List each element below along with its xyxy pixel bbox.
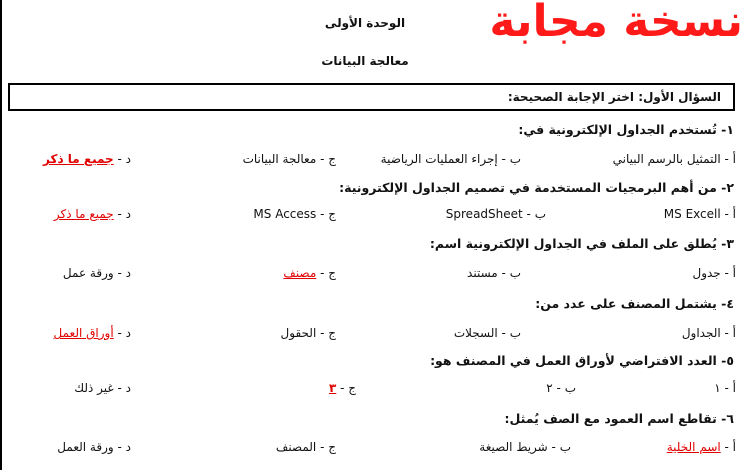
q1-correct-answer: جميع ما ذكر (43, 152, 114, 166)
q5-option-d[interactable]: د - غير ذلك (74, 381, 131, 395)
instruction-text: السؤال الأول: اختر الإجابة الصحيحة: (507, 90, 721, 104)
page-border-left (0, 0, 2, 470)
question-2: ٢- من أهم البرمجيات المستخدمة في تصميم الجداول الإلكترونية: (339, 180, 734, 195)
q6-option-a[interactable]: أ - اسم الخلية (666, 440, 736, 454)
q2-option-c[interactable]: ج - MS Access (253, 207, 336, 221)
question-4: ٤- يشتمل المصنف على عدد من: (535, 296, 734, 311)
q6-correct-answer: اسم الخلية (666, 440, 721, 454)
q6-option-d[interactable]: د - ورقة العمل (57, 440, 131, 454)
q2-correct-answer: جميع ما ذكر (53, 207, 114, 221)
q5-option-c[interactable]: ج - ٣ (328, 381, 356, 395)
q3-correct-answer: مصنف (283, 266, 317, 280)
q3-option-a[interactable]: أ - جدول (692, 266, 736, 280)
q3-option-c[interactable]: ج - مصنف (283, 266, 336, 280)
question-6: ٦- تقاطع اسم العمود مع الصف يُمثل: (504, 411, 734, 426)
q3-option-d[interactable]: د - ورقة عمل (62, 266, 131, 280)
unit-subtitle: معالجة البيانات (321, 54, 409, 68)
q4-correct-answer: أوراق العمل (53, 326, 114, 340)
q5-option-a[interactable]: أ - ١ (714, 381, 736, 395)
q5-correct-answer: ٣ (328, 381, 337, 395)
answered-copy-stamp: نسخة مجابة (489, 0, 743, 47)
q5-option-b[interactable]: ب - ٢ (546, 381, 576, 395)
q4-option-a[interactable]: أ - الجداول (681, 326, 736, 340)
q1-option-d[interactable]: د - جميع ما ذكر (43, 152, 131, 166)
question-3: ٣- يُطلق على الملف في الجداول الإلكترونية اسم: (429, 236, 734, 251)
q1-option-c[interactable]: ج - معالجة البيانات (242, 152, 336, 166)
unit-title: الوحدة الأولى (324, 16, 406, 30)
q2-option-a[interactable]: أ - MS Excell (663, 207, 736, 221)
q6-option-c[interactable]: ج - المصنف (275, 440, 336, 454)
question-5: ٥- العدد الافتراضي لأوراق العمل في المصنف هو: (430, 353, 734, 368)
q1-option-a[interactable]: أ - التمثيل بالرسم البياني (612, 152, 736, 166)
q6-option-b[interactable]: ب - شريط الصيغة (479, 440, 571, 454)
q4-option-c[interactable]: ج - الحقول (280, 326, 336, 340)
q4-option-b[interactable]: ب - السجلات (453, 326, 521, 340)
q4-option-d[interactable]: د - أوراق العمل (53, 326, 131, 340)
instruction-box (8, 83, 735, 111)
q1-option-b[interactable]: ب - إجراء العمليات الرياضية (380, 152, 521, 166)
q3-option-b[interactable]: ب - مستند (467, 266, 521, 280)
question-1: ١- تُستخدم الجداول الإلكترونية في: (518, 122, 734, 137)
q2-option-b[interactable]: ب - SpreadSheet (445, 207, 546, 221)
q2-option-d[interactable]: د - جميع ما ذكر (53, 207, 131, 221)
